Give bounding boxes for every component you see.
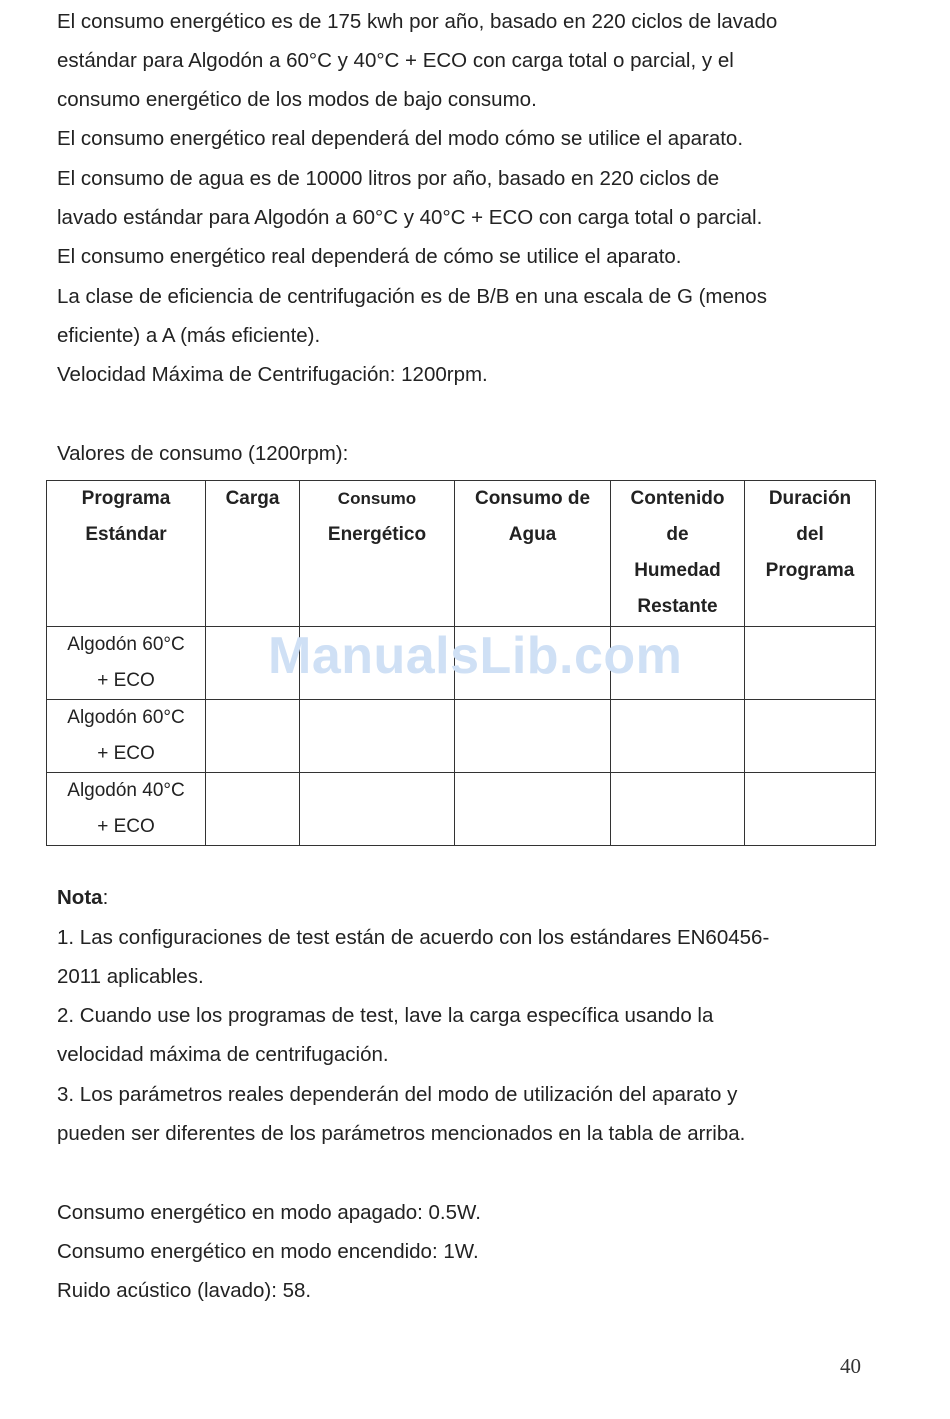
cell-humedad bbox=[611, 700, 745, 773]
nota-line-6: pueden ser diferentes de los parámetros mencionados en la tabla de arriba. bbox=[57, 1122, 746, 1145]
cell-humedad bbox=[611, 773, 745, 846]
header-humedad bbox=[611, 481, 745, 627]
header-duracion-line-3: Programa bbox=[765, 560, 855, 581]
header-duracion-line-2: del bbox=[796, 524, 824, 545]
cell-duracion bbox=[745, 627, 876, 700]
intro-line-1: El consumo energético es de 175 kwh por año, basado en 220 ciclos de lavado bbox=[57, 10, 778, 33]
programa-line-1: Algodón 60°C bbox=[67, 707, 185, 728]
programa-line-2: + ECO bbox=[97, 743, 155, 764]
cell-carga bbox=[206, 700, 300, 773]
intro-line-5: El consumo de agua es de 10000 litros por año, basado en 220 ciclos de bbox=[57, 167, 720, 190]
programa-line-2: + ECO bbox=[97, 670, 155, 691]
programa-line-1: Algodón 40°C bbox=[67, 780, 185, 801]
intro-line-6: lavado estándar para Algodón a 60°C y 40°C + ECO con carga total o parcial. bbox=[57, 206, 763, 229]
intro-line-2: estándar para Algodón a 60°C y 40°C + ECO con carga total o parcial, y el bbox=[57, 49, 734, 72]
programa-line-1: Algodón 60°C bbox=[67, 634, 185, 655]
cell-programa bbox=[47, 627, 206, 700]
table-header-row bbox=[47, 481, 876, 627]
header-agua-line-2: Agua bbox=[508, 524, 557, 545]
nota-line-3: 2. Cuando use los programas de test, lave la carga específica usando la bbox=[57, 1004, 714, 1027]
table-row bbox=[47, 700, 876, 773]
intro-line-10: Velocidad Máxima de Centrifugación: 1200rpm. bbox=[57, 363, 488, 386]
nota-line-1: 1. Las configuraciones de test están de acuerdo con los estándares EN60456- bbox=[57, 926, 770, 949]
table-caption: Valores de consumo (1200rpm): bbox=[57, 442, 349, 465]
header-carga-label: Carga bbox=[225, 488, 280, 509]
intro-line-4: El consumo energético real dependerá del modo cómo se utilice el aparato. bbox=[57, 127, 744, 150]
page-number: 40 bbox=[840, 1354, 861, 1378]
header-humedad-line-2: de bbox=[666, 524, 689, 545]
header-agua-line-1: Consumo de bbox=[474, 488, 591, 509]
programa-line-2: + ECO bbox=[97, 816, 155, 837]
footer-line-3: Ruido acústico (lavado): 58. bbox=[57, 1279, 312, 1302]
header-programa-line-1: Programa bbox=[81, 488, 171, 509]
nota-line-5: 3. Los parámetros reales dependerán del modo de utilización del aparato y bbox=[57, 1083, 738, 1106]
header-duracion-line-1: Duración bbox=[768, 488, 852, 509]
intro-line-8: La clase de eficiencia de centrifugación es de B/B en una escala de G (menos bbox=[57, 285, 767, 308]
cell-duracion bbox=[745, 773, 876, 846]
cell-programa bbox=[47, 773, 206, 846]
cell-duracion bbox=[745, 700, 876, 773]
cell-energia bbox=[300, 700, 455, 773]
table-row bbox=[47, 773, 876, 846]
cell-programa bbox=[47, 700, 206, 773]
header-programa bbox=[47, 481, 206, 627]
header-duracion bbox=[745, 481, 876, 627]
watermark: ManualsLib.com bbox=[268, 627, 683, 685]
nota-line-2: 2011 aplicables. bbox=[57, 965, 204, 988]
nota-label: Nota bbox=[57, 886, 103, 909]
header-agua bbox=[455, 481, 611, 627]
intro-line-7: El consumo energético real dependerá de cómo se utilice el aparato. bbox=[57, 245, 682, 268]
header-energia bbox=[300, 481, 455, 627]
footer-line-1: Consumo energético en modo apagado: 0.5W. bbox=[57, 1201, 481, 1224]
intro-line-9: eficiente) a A (más eficiente). bbox=[57, 324, 321, 347]
header-energia-line-1: Consumo bbox=[337, 489, 417, 508]
nota-line-4: velocidad máxima de centrifugación. bbox=[57, 1043, 389, 1066]
header-energia-line-2: Energético bbox=[327, 524, 427, 545]
header-humedad-line-1: Contenido bbox=[630, 488, 725, 509]
nota-colon: : bbox=[102, 886, 109, 909]
footer-line-2: Consumo energético en modo encendido: 1W. bbox=[57, 1240, 479, 1263]
cell-agua bbox=[455, 700, 611, 773]
cell-carga bbox=[206, 773, 300, 846]
nota-heading bbox=[57, 886, 108, 910]
cell-energia bbox=[300, 773, 455, 846]
header-humedad-line-4: Restante bbox=[637, 596, 718, 617]
header-humedad-line-3: Humedad bbox=[634, 560, 721, 581]
header-programa-line-2: Estándar bbox=[85, 524, 167, 545]
intro-line-3: consumo energético de los modos de bajo consumo. bbox=[57, 88, 537, 111]
header-carga bbox=[206, 481, 300, 627]
cell-agua bbox=[455, 773, 611, 846]
